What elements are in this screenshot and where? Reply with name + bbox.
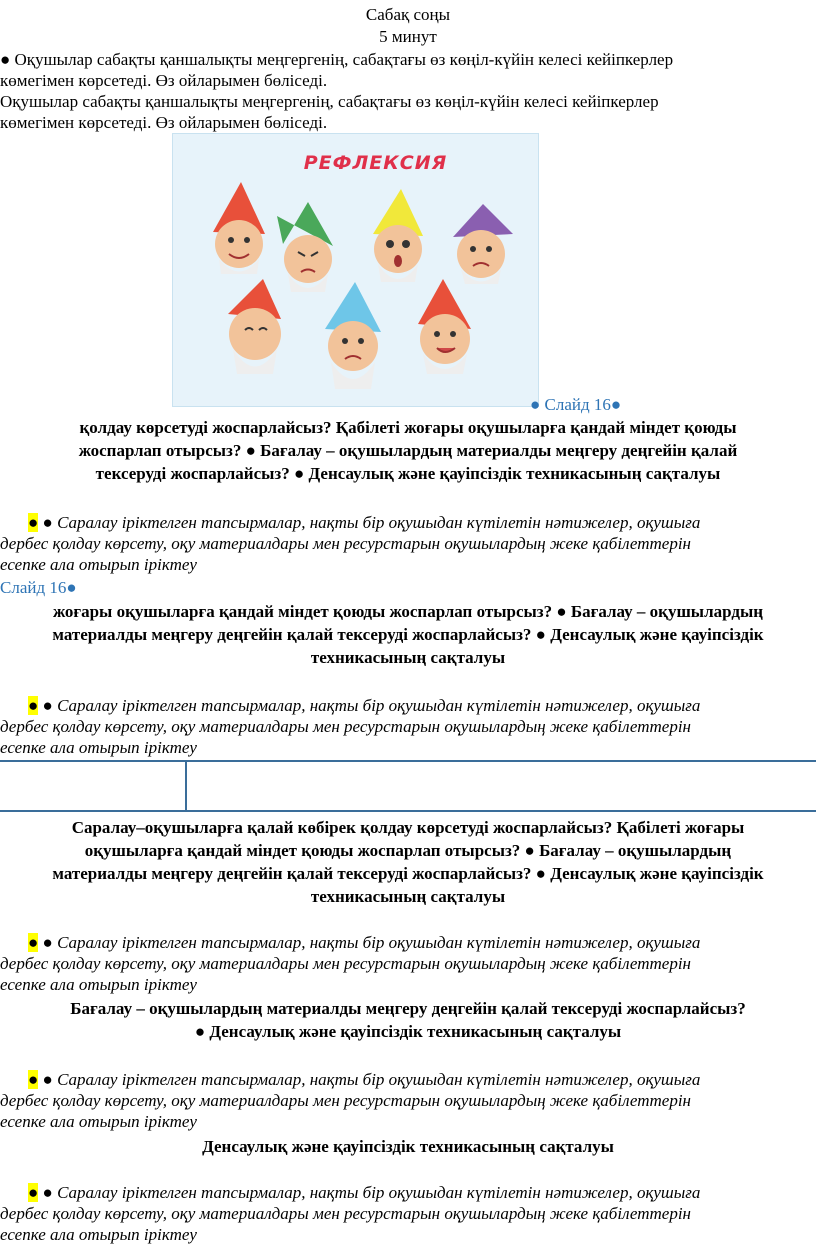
italic-line: дербес қолдау көрсету, оқу материалдары мен ресурстарын оқушылардың жеке қабілеттерін — [0, 1204, 691, 1223]
italic-line: Саралау іріктелген тапсырмалар, нақты бір оқушыдан күтілетін нәтижелер, оқушыға — [57, 933, 701, 952]
bold-question-block-2 — [0, 600, 816, 669]
italic-line: дербес қолдау көрсету, оқу материалдары мен ресурстарын оқушылардың жеке қабілеттерін — [0, 717, 691, 736]
italic-line: Саралау іріктелген тапсырмалар, нақты бір оқушыдан күтілетін нәтижелер, оқушыға — [57, 1183, 701, 1202]
bold-question-block-4 — [0, 997, 816, 1043]
table-border-bottom — [0, 810, 816, 812]
bullet-icon: ● — [42, 513, 53, 532]
highlight-bullet-icon: ● — [28, 513, 39, 532]
italic-line: дербес қолдау көрсету, оқу материалдары мен ресурстарын оқушылардың жеке қабілеттерін — [0, 954, 691, 973]
italic-line: дербес қолдау көрсету, оқу материалдары мен ресурстарын оқушылардың жеке қабілеттерін — [0, 1091, 691, 1110]
highlight-bullet-icon: ● — [28, 1183, 39, 1202]
bold-line: Саралау–оқушыларға қалай көбірек қолдау көрсетуді жоспарлайсыз? Қабілеті жоғары — [71, 818, 745, 837]
bold-line: материалды меңгеру деңгейін қалай тексеруді жоспарлайсыз? ● Денсаулық және қауіпсіздік — [52, 864, 764, 883]
differentiation-note-4 — [0, 1069, 816, 1132]
slide-label-2 — [0, 577, 816, 598]
bold-line: оқушыларға қандай міндет қоюды жоспарлап отырсыз? ● Бағалау – оқушылардың — [84, 841, 732, 860]
italic-line: есепке ала отырып іріктеу — [0, 738, 197, 757]
differentiation-note-1 — [0, 512, 816, 575]
bold-question-block-3 — [0, 816, 816, 908]
slide-label-text: Слайд 16 — [0, 578, 67, 597]
bold-line: тексеруді жоспарлайсыз? ● Денсаулық және қауіпсіздік техникасының сақталуы — [95, 464, 721, 483]
bullet-icon: ● — [0, 50, 11, 69]
bold-line: қолдау көрсетуді жоспарлайсыз? Қабілеті жоғары оқушыларға қандай міндет қоюды — [79, 418, 737, 437]
intro-line-4: көмегімен көрсетеді. Өз ойларымен бөліседі. — [0, 113, 328, 132]
differentiation-note-3 — [0, 932, 816, 995]
lesson-end-title: Сабақ соңы — [365, 5, 451, 24]
intro-line-2: көмегімен көрсетеді. Өз ойларымен бөліседі. — [0, 71, 328, 90]
bold-line: техникасының сақталуы — [310, 648, 506, 667]
bullet-icon: ● — [42, 933, 53, 952]
duration-text: 5 минут — [379, 27, 437, 46]
bold-question-block-5 — [0, 1135, 816, 1158]
intro-line-3: Оқушылар сабақты қаншалықты меңгергенің, сабақтағы өз көңіл-күйін келесі кейіпкерлер — [0, 92, 659, 111]
bold-line: Денсаулық және қауіпсіздік техникасының сақталуы — [202, 1137, 614, 1156]
bold-line: техникасының сақталуы — [310, 887, 506, 906]
table-column-divider — [185, 762, 187, 810]
slide-label-text: Слайд 16 — [544, 395, 611, 414]
bold-line: жоғары оқушыларға қандай міндет қоюды жоспарлап отырсыз? ● Бағалау – оқушылардың — [52, 602, 764, 621]
italic-line: Саралау іріктелген тапсырмалар, нақты бір оқушыдан күтілетін нәтижелер, оқушыға — [57, 696, 701, 715]
italic-line: Саралау іріктелген тапсырмалар, нақты бір оқушыдан күтілетін нәтижелер, оқушыға — [57, 513, 701, 532]
table-border-top — [0, 760, 816, 762]
bullet-icon: ● — [42, 696, 53, 715]
reflection-image — [172, 133, 539, 407]
bold-line: жоспарлап отырсыз? ● Бағалау – оқушылардың материалды меңгеру деңгейін қалай — [78, 441, 738, 460]
bold-line: ● Денсаулық және қауіпсіздік техникасының сақталуы — [194, 1022, 622, 1041]
bold-line: Бағалау – оқушылардың материалды меңгеру деңгейін қалай тексеруді жоспарлайсыз? — [70, 999, 746, 1018]
italic-line: Саралау іріктелген тапсырмалар, нақты бір оқушыдан күтілетін нәтижелер, оқушыға — [57, 1070, 701, 1089]
slide-label-1 — [530, 394, 650, 415]
differentiation-note-5 — [0, 1182, 816, 1245]
italic-line: дербес қолдау көрсету, оқу материалдары мен ресурстарын оқушылардың жеке қабілеттерін — [0, 534, 691, 553]
differentiation-note-2 — [0, 695, 816, 758]
image-title: РЕФЛЕКСИЯ — [303, 152, 448, 174]
intro-line-1: Оқушылар сабақты қаншалықты меңгергенің, сабақтағы өз көңіл-күйін келесі кейіпкерлер — [14, 50, 674, 69]
bold-question-block-1 — [0, 416, 816, 485]
bullet-icon: ● — [66, 578, 77, 597]
italic-line: есепке ала отырып іріктеу — [0, 1112, 197, 1131]
italic-line: есепке ала отырып іріктеу — [0, 1225, 197, 1244]
bullet-icon: ● — [42, 1070, 53, 1089]
bullet-icon: ● — [42, 1183, 53, 1202]
bold-line: материалды меңгеру деңгейін қалай тексеруді жоспарлайсыз? ● Денсаулық және қауіпсіздік — [52, 625, 764, 644]
gnomes-icon — [173, 134, 538, 406]
bullet-icon: ● — [530, 395, 541, 414]
highlight-bullet-icon: ● — [28, 696, 39, 715]
highlight-bullet-icon: ● — [28, 1070, 39, 1089]
intro-paragraph — [0, 49, 816, 133]
highlight-bullet-icon: ● — [28, 933, 39, 952]
bullet-icon: ● — [610, 395, 622, 414]
italic-line: есепке ала отырып іріктеу — [0, 555, 197, 574]
italic-line: есепке ала отырып іріктеу — [0, 975, 197, 994]
